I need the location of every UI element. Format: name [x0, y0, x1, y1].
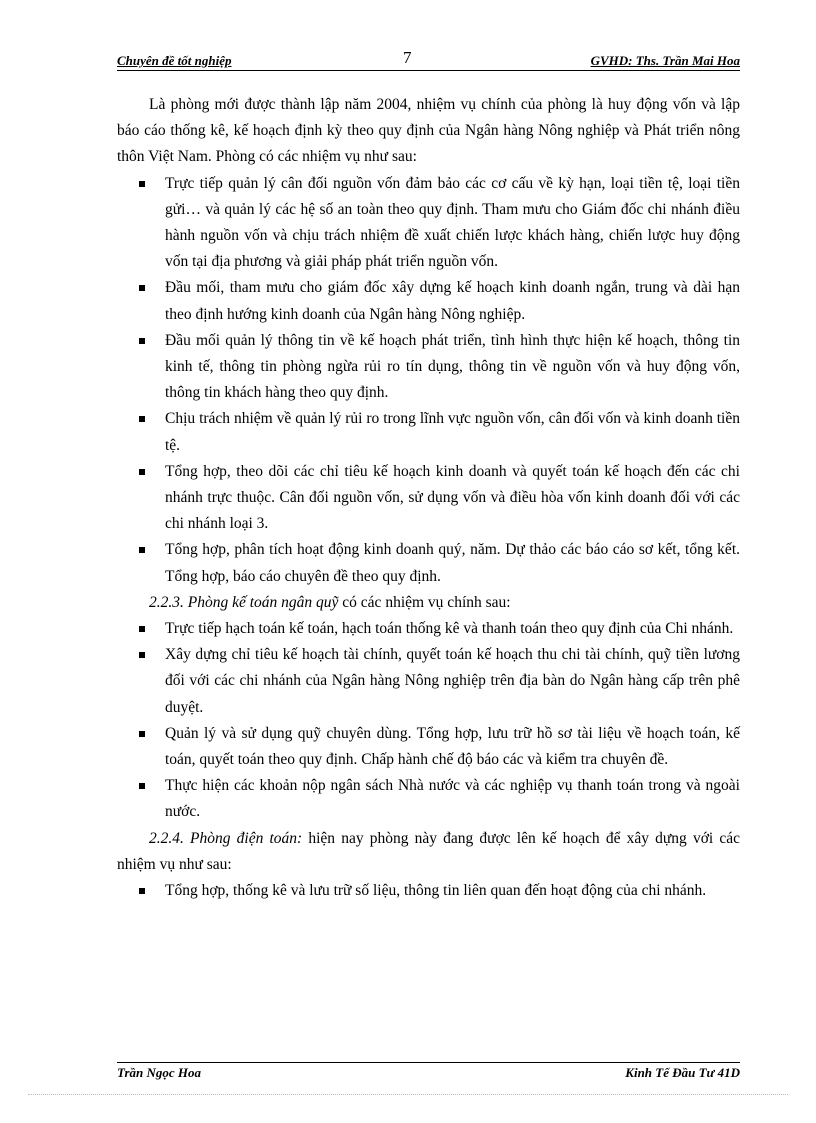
- section-title: 2.2.3. Phòng kế toán ngân quỹ: [149, 593, 339, 611]
- bullet-list-it: [117, 878, 740, 904]
- page-bottom-border: [28, 1094, 788, 1095]
- square-bullet-icon: [139, 626, 145, 632]
- footer-class: Kinh Tế Đầu Tư 41D: [625, 1065, 740, 1080]
- list-item: Trực tiếp hạch toán kế toán, hạch toán thống kê và thanh toán theo quy định của Chi nhánh.: [117, 616, 740, 642]
- list-item: Tổng hợp, theo dõi các chỉ tiêu kế hoạch kinh doanh và quyết toán kế hoạch đến các chi nhánh trực thuộc. Cân đối nguồn vốn, sử dụng vốn và điều hòa vốn kinh doanh đối với các chi nhánh loại 3.: [117, 459, 740, 538]
- list-item: Đầu mối, tham mưu cho giám đốc xây dựng kế hoạch kinh doanh ngắn, trung và dài hạn theo định hướng kinh doanh của Ngân hàng Nông nghiệp.: [117, 275, 740, 327]
- intro-paragraph: Là phòng mới được thành lập năm 2004, nhiệm vụ chính của phòng là huy động vốn và lập báo cáo thống kê, kế hoạch định kỳ theo quy định của Ngân hàng Nông nghiệp và Phát triển nông thôn Việt Nam. Phòng có các nhiệm vụ như sau:: [117, 96, 740, 166]
- square-bullet-icon: [139, 181, 145, 187]
- list-item: Chịu trách nhiệm về quản lý rủi ro trong lĩnh vực nguồn vốn, cân đối vốn và kinh doanh tiền tệ.: [117, 406, 740, 458]
- square-bullet-icon: [139, 469, 145, 475]
- list-item: Trực tiếp quản lý cân đối nguồn vốn đảm bảo các cơ cấu về kỳ hạn, loại tiền tệ, loại tiền gửi… và quản lý các hệ số an toàn theo quy định. Tham mưu cho Giám đốc chi nhánh điều hành nguồn vốn và chịu trách nhiệm đề xuất chiến lược khách hàng, chiến lược huy động vốn tại địa phương và giải pháp phát triển nguồn vốn.: [117, 171, 740, 276]
- square-bullet-icon: [139, 338, 145, 344]
- section-text: có các nhiệm vụ chính sau:: [338, 593, 511, 611]
- list-item: Tổng hợp, thống kê và lưu trữ số liệu, thông tin liên quan đến hoạt động của chi nhánh.: [117, 878, 740, 904]
- section-text: hiện nay phòng này đang được lên kế hoạch để xây dựng với các nhiệm vụ như sau:: [117, 829, 740, 873]
- square-bullet-icon: [139, 547, 145, 553]
- page-footer: [117, 1062, 740, 1080]
- list-item: Đầu mối quản lý thông tin về kế hoạch phát triển, tình hình thực hiện kế hoạch, thông tin kinh tế, thông tin phòng ngừa rủi ro tín dụng, thông tin về nguồn vốn và huy động vốn, thông tin khách hàng theo quy định.: [117, 328, 740, 407]
- header-advisor: GVHD: Ths. Trần Mai Hoa: [590, 53, 740, 68]
- square-bullet-icon: [139, 416, 145, 422]
- list-item: Xây dựng chỉ tiêu kế hoạch tài chính, quyết toán kế hoạch thu chi tài chính, quỹ tiền lương đối với các chi nhánh của Ngân hàng Nông nghiệp trên địa bàn do Ngân hàng cấp trên phê duyệt.: [117, 642, 740, 721]
- list-item: Quản lý và sử dụng quỹ chuyên dùng. Tổng hợp, lưu trữ hồ sơ tài liệu về hoạch toán, kế toán, quyết toán theo quy định. Chấp hành chế độ báo các và kiểm tra chuyên đề.: [117, 721, 740, 773]
- square-bullet-icon: [139, 652, 145, 658]
- header-title: Chuyên đề tốt nghiệp: [117, 53, 232, 68]
- page-number: 7: [403, 48, 412, 67]
- bullet-list-accounting: [117, 616, 740, 826]
- bullet-list-duties: [117, 171, 740, 590]
- page-header: [117, 48, 740, 71]
- square-bullet-icon: [139, 285, 145, 291]
- list-item: Tổng hợp, phân tích hoạt động kinh doanh quý, năm. Dự thảo các báo cáo sơ kết, tổng kết. Tổng hợp, báo cáo chuyên đề theo quy định.: [117, 537, 740, 589]
- footer-author: Trần Ngọc Hoa: [117, 1065, 202, 1080]
- section-2-2-3-heading: [117, 590, 740, 616]
- section-title: 2.2.4. Phòng điện toán:: [149, 829, 303, 847]
- square-bullet-icon: [139, 888, 145, 894]
- square-bullet-icon: [139, 783, 145, 789]
- document-body: [117, 92, 740, 904]
- section-2-2-4-heading: [117, 826, 740, 878]
- square-bullet-icon: [139, 731, 145, 737]
- list-item: Thực hiện các khoản nộp ngân sách Nhà nước và các nghiệp vụ thanh toán trong và ngoài nước.: [117, 773, 740, 825]
